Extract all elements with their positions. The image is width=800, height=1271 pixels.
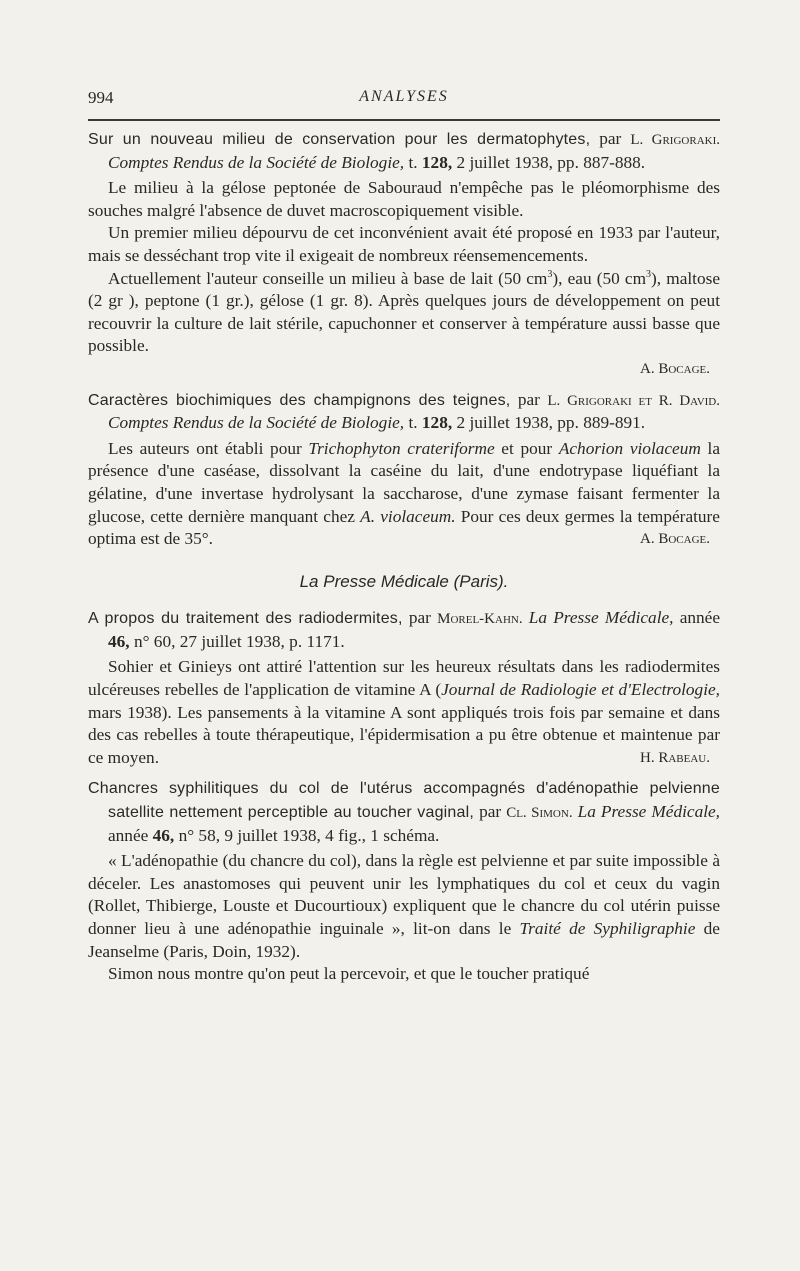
article-date: 2 juillet 1938, pp. 887-888.: [456, 152, 646, 172]
article-volume: 46,: [108, 631, 130, 651]
article-year-label: année: [679, 608, 720, 628]
article-signature: A. Bocage.: [640, 360, 710, 377]
article-paragraph: [88, 850, 720, 963]
journal-reference: Journal de Radiologie et d'Electrologie,: [441, 680, 720, 700]
article-journal: La Presse Médicale,: [577, 802, 720, 822]
article-caracteres-biochimiques: [88, 389, 720, 551]
text-run: Actuellement l'auteur conseille un milieu à base de lait (50 cm: [108, 268, 548, 288]
article-title: Chancres syphilitiques du col de l'utérus accompagnés d'adénopathie pelvienne satellite nettement perceptible au toucher vaginal,: [88, 780, 720, 822]
article-conservation-milieu: [88, 128, 720, 381]
article-volume: 128,: [421, 413, 453, 433]
article-by: par: [479, 802, 502, 822]
article-signature: H. Rabeau.: [640, 749, 710, 766]
page-header: [88, 88, 720, 116]
text-run: Sohier et Ginieys ont attiré l'attention sur les heureux résultats dans les radiodermites ulcéreuses rebelles de l'application de vitamine A (: [88, 657, 720, 700]
text-run: la présence d'une caséase, dissolvant la caséine du lait, d'une endotrypase liquéfiant la gélatine, d'une invertase hydrolysant la saccharose, d'une zymase faisant fermenter la glucose, cette dernière manquant chez: [88, 438, 720, 526]
text-run: ), eau (50 cm: [552, 268, 647, 288]
book-reference: Traité de Syphiligraphie: [519, 919, 696, 938]
article-volume: 128,: [421, 152, 453, 172]
article-title: A propos du traitement des radiodermites,: [88, 610, 403, 628]
article-journal: Comptes Rendus de la Société de Biologie,: [108, 413, 405, 433]
article-by: par: [599, 129, 622, 148]
text-run: ), maltose (2 gr ), peptone (1 gr.), gélose (1 gr. 8). Après quelques jours de développement on peut recouvrir la culture de lait stérile, capuchonner et conserver à température aussi basse que possible.: [88, 268, 721, 356]
article-vol-prefix: t.: [408, 413, 418, 433]
article-paragraph: [88, 438, 720, 551]
page-number: 994: [88, 88, 114, 107]
article-citation: [88, 128, 720, 174]
article-author: L. Grigoraki.: [630, 132, 720, 148]
article-by: par: [517, 389, 540, 409]
article-journal: Comptes Rendus de la Société de Biologie,: [108, 152, 405, 172]
header-rule: [88, 119, 720, 121]
page-content: [88, 128, 720, 994]
species-name: Trichophyton crateriforme: [308, 438, 495, 458]
article-date: n° 58, 9 juillet 1938, 4 fig., 1 schéma.: [178, 825, 440, 845]
article-date: n° 60, 27 juillet 1938, p. 1171.: [133, 631, 345, 651]
text-run: et pour: [494, 438, 559, 458]
text-run: Pour ces deux germes la température optima est de 35°.: [88, 506, 720, 549]
article-author: Morel-Kahn.: [437, 611, 523, 628]
article-author: Cl. Simon.: [506, 805, 573, 822]
text-run: mars 1938). Les pansements à la vitamine A sont appliqués trois fois par semaine et dans des cas rebelles à toute thérapeutique, l'épidermisation a pu être obtenue et maintenue par ce moyen.: [88, 702, 720, 767]
superscript: 3: [547, 268, 553, 280]
article-paragraph: Simon nous montre qu'on peut la percevoir, et que le toucher pratiqué: [108, 964, 590, 984]
superscript: 3: [646, 268, 652, 280]
species-name: A. violaceum.: [360, 506, 456, 526]
article-journal: La Presse Médicale,: [528, 608, 674, 628]
running-title: ANALYSES: [359, 88, 449, 105]
article-paragraph: Le milieu à la gélose peptonée de Sabouraud n'empêche pas le pléomorphisme des souches malgré l'absence de duvet macroscopiquement visible.: [88, 178, 720, 220]
article-year-label: année: [108, 825, 149, 845]
article-citation: [88, 389, 720, 435]
article-author: L. Grigoraki et R. David.: [547, 392, 720, 409]
article-title: Caractères biochimiques des champignons des teignes,: [88, 391, 511, 409]
article-vol-prefix: t.: [408, 152, 418, 172]
article-paragraph: [88, 656, 720, 769]
article-date: 2 juillet 1938, pp. 889-891.: [456, 413, 646, 433]
text-run: « L'adénopathie (du chancre du col), dans la règle est pelvienne et par suite impossible à déceler. Les anastomoses qui peuvent unir les lymphatiques du col et ceux du vagin (Rollet, Thibierge, Louste et Ducourtioux) expliquent que le chancre du col utérin puisse donner lieu à une adénopathie inguinale », lit-on dans le: [88, 851, 720, 938]
article-radiodermites: [88, 607, 720, 769]
species-name: Achorion violaceum: [558, 438, 701, 458]
article-paragraph: Un premier milieu dépourvu de cet inconvénient avait été proposé en 1933 par l'auteur, mais se desséchant trop vite il exigeait de nombreux réensemencements.: [88, 223, 720, 265]
text-run: de Jeanselme (Paris, Doin, 1932).: [88, 919, 720, 961]
article-title: Sur un nouveau milieu de conservation pour les dermatophytes,: [88, 131, 591, 148]
article-signature: A. Bocage.: [640, 531, 710, 548]
text-run: Les auteurs ont établi pour: [108, 438, 309, 458]
article-chancres-syphilitiques: [88, 777, 720, 985]
journal-heading: La Presse Médicale (Paris).: [299, 571, 509, 591]
article-paragraph: [88, 268, 720, 358]
article-by: par: [408, 608, 431, 628]
article-volume: 46,: [152, 825, 175, 845]
article-citation: [88, 777, 720, 847]
article-citation: [88, 607, 720, 653]
